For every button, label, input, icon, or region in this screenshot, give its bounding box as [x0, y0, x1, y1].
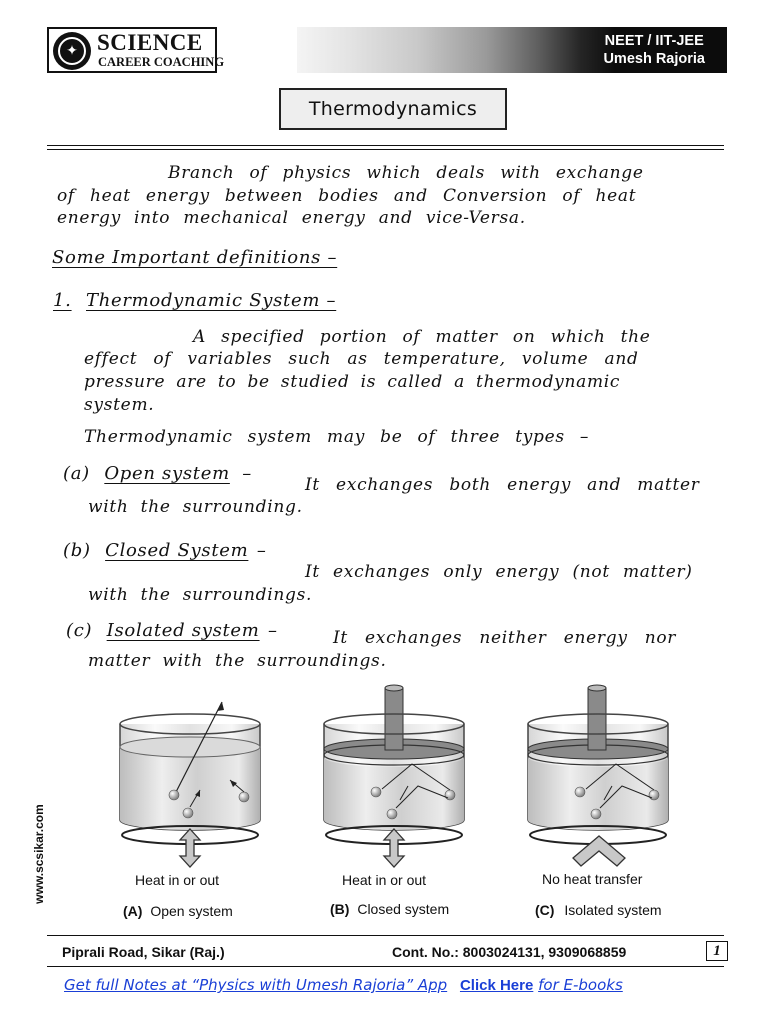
header-author: Umesh Rajoria — [603, 51, 705, 67]
type-name: Closed System — [105, 540, 249, 561]
type-description: with the surroundings. — [88, 585, 313, 605]
type-open-heading — [63, 463, 252, 484]
type-description: matter with the surroundings. — [88, 651, 387, 671]
type-marker: (a) — [63, 463, 90, 484]
promo-text[interactable]: Get full Notes at “Physics with Umesh Rajoria” App — [64, 976, 448, 994]
website-url: www.scsikar.com — [32, 804, 46, 904]
type-name: Isolated system — [106, 620, 260, 641]
figure-caption: No heat transfer — [542, 871, 643, 887]
figure-letter: (C) — [535, 902, 555, 918]
type-description: It exchanges only energy (not matter) — [305, 562, 693, 582]
type-name: Open system — [104, 463, 230, 484]
double-arrow-icon — [178, 828, 202, 868]
promo-suffix[interactable]: for E-books — [538, 976, 623, 994]
footer-address: Piprali Road, Sikar (Raj.) — [62, 944, 225, 960]
logo — [47, 27, 225, 73]
intro-line: energy into mechanical energy and vice-Versa. — [57, 208, 526, 228]
figure-label — [123, 903, 233, 919]
type-marker: (b) — [63, 540, 91, 561]
figure-letter: (A) — [123, 903, 143, 919]
type-description: with the surrounding. — [88, 497, 303, 517]
footer-divider — [47, 966, 724, 967]
intro-line: of heat energy between bodies and Conversion of heat — [57, 186, 637, 206]
blocked-heat-chevron-icon — [572, 834, 626, 868]
divider — [47, 149, 724, 150]
definition-line: pressure are to be studied is called a thermodynamic — [84, 372, 621, 392]
logo-subtitle: CAREER COACHING — [98, 55, 225, 69]
isolated-system-container — [528, 685, 668, 844]
system-figures — [100, 682, 720, 932]
type-isolated-heading — [66, 620, 278, 641]
type-dash: – — [242, 463, 252, 484]
figure-letter: (B) — [330, 901, 350, 917]
logo-emblem-icon: ✦ — [53, 32, 91, 70]
section-heading: Some Important definitions – — [52, 247, 338, 268]
open-system-container — [120, 702, 260, 844]
type-description: It exchanges neither energy nor — [333, 628, 677, 648]
double-arrow-icon — [382, 828, 406, 868]
type-closed-heading — [63, 540, 267, 561]
type-description: It exchanges both energy and matter — [305, 475, 700, 495]
sub-heading-title: Thermodynamic System – — [86, 290, 337, 311]
footer-contact: Cont. No.: 8003024131, 9309068859 — [392, 944, 627, 960]
figure-caption: Heat in or out — [342, 872, 427, 888]
type-dash: – — [267, 620, 278, 641]
header-exam: NEET / IIT-JEE — [604, 33, 704, 49]
header-banner — [297, 27, 727, 73]
definition-line: effect of variables such as temperature, volume and — [84, 349, 639, 369]
figure-caption: Heat in or out — [135, 872, 220, 888]
divider — [47, 145, 724, 146]
footer-divider — [47, 935, 724, 936]
definition-line: system. — [84, 395, 155, 415]
closed-system-container — [324, 685, 464, 844]
page-number: 1 — [706, 941, 728, 961]
sub-heading — [53, 290, 336, 311]
figure-label — [535, 902, 662, 918]
types-intro: Thermodynamic system may be of three types – — [84, 427, 590, 447]
figure-label — [330, 901, 449, 917]
promo-link[interactable] — [64, 976, 623, 994]
page-title: Thermodynamics — [279, 88, 507, 130]
sub-heading-number: 1. — [53, 290, 72, 311]
definition-line: A specified portion of matter on which the — [193, 327, 651, 347]
click-here-link[interactable]: Click Here — [459, 977, 534, 994]
figure-name: Open system — [150, 903, 233, 919]
logo-title: SCIENCE — [97, 30, 203, 55]
figure-name: Closed system — [357, 901, 450, 917]
figure-name: Isolated system — [564, 902, 662, 918]
type-marker: (c) — [66, 620, 93, 641]
type-dash: – — [256, 540, 267, 561]
intro-line: Branch of physics which deals with exchange — [168, 163, 644, 183]
